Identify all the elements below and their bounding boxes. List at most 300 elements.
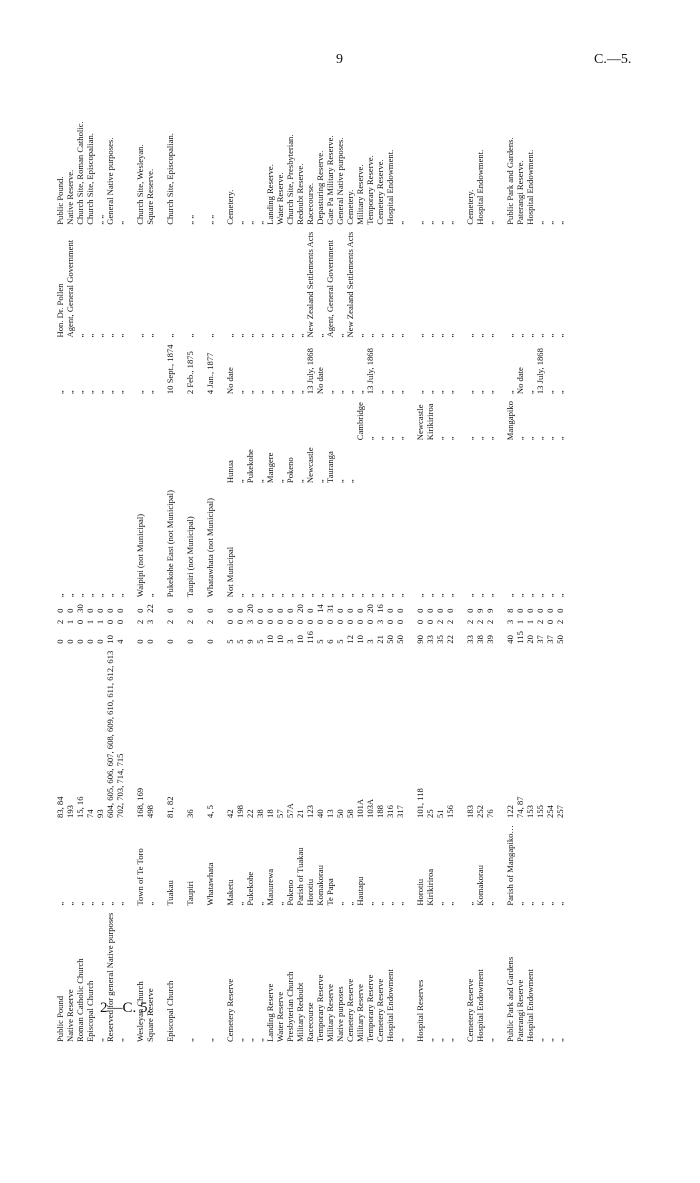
district-cell [65,397,75,443]
gazette-date-cell: „ [445,390,455,395]
locality-cell: Komakorau [475,865,485,906]
gazette-date-cell: „ [525,390,535,395]
locality-cell: „ [515,901,525,906]
trustee-cell: „ [165,333,175,338]
parish-cell [465,443,475,486]
trustee-cell: „ [545,333,555,338]
town-cell: „ [395,593,405,598]
parish-cell [135,443,145,486]
section-number-cell: 317 [395,805,405,818]
section-number-cell: 188 [375,805,385,818]
locality-cell: „ [395,901,405,906]
gazette-date-cell: „ [545,390,555,395]
area-perches-cell: 22 [145,604,155,613]
area-perches-cell: 0 [345,608,355,613]
area-perches-cell: 0 [465,608,475,613]
trustee-cell: „ [365,333,375,338]
town-cell: Not Municipal [225,546,235,598]
gazette-date-cell: „ [475,390,485,395]
section-number-cell: 257 [555,805,565,818]
reserve-name-cell: Military Reserve [325,984,335,1042]
table-row [95,117,105,1045]
row-spacer-cell [215,117,225,1045]
area-acres-cell: 9 [245,639,255,644]
table-row [415,117,425,1045]
gazette-date-cell: „ [335,390,345,395]
reserve-name-cell: „ [235,1038,245,1042]
table-row [295,117,305,1045]
purpose-cell: Public Pound. [55,176,65,225]
area-acres-cell: 0 [85,639,95,644]
locality-cell: Town of Te Toro [135,848,145,906]
town-cell: „ [555,593,565,598]
district-cell: „ [445,436,455,441]
district-cell: „ [435,436,445,441]
locality-cell: „ [535,901,545,906]
purpose-cell: „ [425,220,435,225]
parish-cell [55,443,65,486]
parish-cell [65,443,75,486]
district-cell [165,397,175,443]
area-acres-cell: 0 [135,639,145,644]
reserve-name-cell: „ [545,1038,555,1042]
parish-cell [205,443,215,486]
parish-cell [395,443,405,486]
area-acres-cell: 0 [165,639,175,644]
district-cell [335,397,345,443]
section-number-cell: 51 [435,809,445,818]
town-cell: „ [515,593,525,598]
town-cell: „ [525,593,535,598]
purpose-cell: „ [545,220,555,225]
reserve-name-cell: Landing Reserve [265,983,275,1042]
town-cell: „ [325,593,335,598]
trustee-cell: New Zealand Settlements Acts [345,231,355,338]
town-cell: „ [415,593,425,598]
area-acres-cell: 4 [115,639,125,644]
purpose-cell: Water Reserve. [275,172,285,225]
parish-cell: Pokeno [285,457,295,484]
area-acres-cell: 0 [65,639,75,644]
area-perches-cell: 0 [525,608,535,613]
table-row [225,117,235,1045]
district-cell [255,397,265,443]
area-perches-cell: 0 [275,608,285,613]
reserve-name-cell: „ [445,1038,455,1042]
purpose-cell: Hospital Endowment. [525,149,535,225]
area-roods-cell: 0 [355,619,365,625]
district-cell: „ [485,436,495,441]
parish-cell: „ [345,479,355,484]
section-number-cell: 50 [335,809,345,818]
town-cell: „ [265,593,275,598]
session-reference: C.—5. [594,52,632,67]
purpose-cell: Cemetery. [465,189,475,225]
section-number-cell: 57 [275,809,285,818]
section-number-cell: 25 [425,809,435,818]
town-cell: „ [435,593,445,598]
locality-cell: Horotiu [415,878,425,906]
trustee-cell: „ [435,333,445,338]
section-number-cell: 252 [475,805,485,818]
reserve-name-cell: Roman Catholic Church [75,958,85,1042]
purpose-cell: General Native purposes. [335,137,345,225]
trustee-cell: „ [355,333,365,338]
row-spacer [125,117,135,1045]
town-cell: „ [275,593,285,598]
reserve-name-cell: Hospital Endowment [475,969,485,1042]
purpose-cell: Square Reserve. [145,168,155,225]
area-perches-cell: 0 [395,608,405,613]
purpose-cell: „ [415,220,425,225]
locality-cell: „ [255,901,265,906]
table-row [105,117,115,1045]
trustee-cell: „ [535,333,545,338]
reserve-name-cell: „ [245,1038,255,1042]
area-roods-cell: 2 [135,619,145,625]
purpose-cell: Church Site, Presbyterian. [285,134,295,225]
locality-cell: Tuakau [165,880,175,906]
section-number-cell: 604, 605, 606, 607, 608, 609, 610, 611, 612, 613 [105,650,115,818]
row-spacer [195,117,205,1045]
reserve-name-cell: Public Pound [55,995,65,1042]
trustee-cell: „ [415,333,425,338]
area-roods-cell: 2 [555,619,565,625]
section-number-cell: 101, 118 [415,788,425,818]
area-perches-cell: 0 [535,608,545,613]
district-cell [75,397,85,443]
section-number-cell: 103A [365,798,375,818]
section-number-cell: 83, 84 [55,796,65,818]
area-perches-cell: 20 [245,604,255,613]
purpose-cell: Hospital Endowment. [475,149,485,225]
reserve-name-cell: Public Park and Gardens [505,956,515,1042]
reserve-name-cell: Cemetery Reserve [375,978,385,1042]
district-cell [305,397,315,443]
section-number-cell: 156 [445,805,455,818]
area-perches-cell: 0 [445,608,455,613]
trustee-cell: „ [245,333,255,338]
trustee-cell: „ [235,333,245,338]
reserve-name-cell: „ [95,1038,105,1042]
page-number: 9 [336,52,343,67]
reserve-name-cell: Hospital Reserves [415,979,425,1042]
area-roods-cell: 2 [445,619,455,625]
parish-cell: „ [335,479,345,484]
district-cell: „ [375,436,385,441]
gazette-date-cell: „ [65,390,75,395]
trustee-cell: Hon. Dr. Pollen [55,283,65,338]
trustee-cell: Agent, General Government [65,239,75,338]
area-perches-cell: 0 [415,608,425,613]
trustee-cell: „ [185,333,195,338]
trustee-cell: „ [135,333,145,338]
locality-cell: „ [105,901,115,906]
parish-cell [115,443,125,486]
trustee-cell: New Zealand Settlements Acts [305,231,315,338]
parish-cell [505,443,515,486]
trustee-cell: „ [255,333,265,338]
parish-cell [365,443,375,486]
purpose-cell: „ [535,220,545,225]
section-number-cell: 153 [525,805,535,818]
reserve-name-cell: „ [535,1038,545,1042]
parish-cell [145,443,155,486]
district-cell [265,397,275,443]
district-cell: „ [555,436,565,441]
locality-cell: „ [525,901,535,906]
gazette-date-cell: No date [315,367,325,395]
town-cell: „ [115,593,125,598]
reserve-name-cell: Hospital Endowment [385,969,395,1042]
locality-cell: Komakorau [315,865,325,906]
reserve-name-cell: Cemetery Reserve [225,978,235,1042]
area-roods-cell: 2 [435,619,445,625]
locality-cell: „ [75,901,85,906]
area-perches-cell: 0 [545,608,555,613]
reserve-name-cell: Military Reserve [355,984,365,1042]
parish-cell [525,443,535,486]
parish-cell: „ [235,479,245,484]
area-roods-cell: 2 [205,619,215,625]
district-cell: „ [515,436,525,441]
district-cell: „ [525,436,535,441]
section-number-cell: 40 [315,809,325,818]
locality-cell: „ [335,901,345,906]
district-cell [185,397,195,443]
trustee-cell: „ [205,333,215,338]
reserve-name-cell: „ [555,1038,565,1042]
area-perches-cell: 31 [325,604,335,613]
parish-cell: Tauranga [325,451,335,484]
section-number-cell: 155 [535,805,545,818]
area-acres-cell: 0 [75,639,85,644]
district-cell [275,397,285,443]
area-acres-cell: 5 [335,639,345,644]
table-row [385,117,395,1045]
purpose-cell: „ [255,220,265,225]
purpose-cell: „ „ [185,214,195,225]
area-perches-cell: 0 [85,608,95,613]
locality-cell: „ [555,901,565,906]
table-row [505,117,515,1045]
area-perches-cell: 0 [135,608,145,613]
town-cell: „ [385,593,395,598]
area-roods-cell: 3 [505,619,515,625]
section-number-cell: 4, 5 [205,805,215,818]
row-spacer-cell [125,117,135,1045]
locality-cell: Parish of Tuakau [295,847,305,906]
reserve-name-cell: Racecourse [305,1002,315,1042]
town-cell: Whatawhata (not Municipal) [205,497,215,598]
purpose-cell: Church Site, Episcopalian. [165,133,175,225]
reserve-name-cell: Square Reserve [145,988,155,1042]
purpose-cell: Gate Pa Military Reserve. [325,135,335,225]
area-acres-cell: 0 [205,639,215,644]
section-number-cell: 18 [265,809,275,818]
purpose-cell: Native Reserve. [65,169,75,225]
town-cell: „ [75,593,85,598]
table-row [275,117,285,1045]
town-cell: „ [365,593,375,598]
gazette-date-cell: „ [145,390,155,395]
area-roods-cell: 0 [235,619,245,625]
locality-cell: Parish of Mangapiko… [505,824,515,906]
reserve-name-cell: Reserved for general Native purposes [105,912,115,1042]
district-cell [285,397,295,443]
town-cell: „ [335,593,345,598]
district-cell: „ [365,436,375,441]
parish-cell: „ [275,479,285,484]
purpose-cell: „ [445,220,455,225]
purpose-cell: Landing Reserve. [265,164,275,225]
town-cell: „ [345,593,355,598]
gazette-date-cell: „ [555,390,565,395]
area-acres-cell: 22 [445,635,455,644]
reserve-name-cell: Episcopal Church [85,980,95,1042]
reserve-name-cell: Native purposes [335,986,345,1042]
purpose-cell: „ [235,220,245,225]
locality-cell: „ [85,901,95,906]
area-perches-cell: 0 [225,608,235,613]
locality-cell: „ [95,901,105,906]
reserve-name-cell: Native Reserve [65,989,75,1042]
district-cell [205,397,215,443]
row-spacer-cell [155,117,165,1045]
town-cell: „ [295,593,305,598]
area-perches-cell: 14 [315,604,325,613]
area-perches-cell: 0 [435,608,445,613]
purpose-cell: Cemetery Reserve. [375,159,385,225]
area-acres-cell: 0 [95,639,105,644]
parish-cell [545,443,555,486]
area-perches-cell: 0 [285,608,295,613]
section-number-cell: 316 [385,805,395,818]
area-acres-cell: 21 [375,635,385,644]
table-row [205,117,215,1045]
trustee-cell: „ [335,333,345,338]
parish-cell [85,443,95,486]
town-cell: „ [355,593,365,598]
area-roods-cell: 0 [345,619,355,625]
purpose-cell: Church Site, Roman Catholic. [75,121,85,225]
table-row [165,117,175,1045]
district-cell: „ [465,436,475,441]
area-perches-cell: 0 [515,608,525,613]
gazette-date-cell: „ [265,390,275,395]
section-number-cell: 183 [465,805,475,818]
reserve-name-cell: Water Reserve [275,991,285,1042]
table-row [445,117,455,1045]
area-acres-cell: 50 [385,635,395,644]
purpose-cell: Temporary Reserve. [365,155,375,225]
trustee-cell: „ [375,333,385,338]
parish-cell [485,443,495,486]
area-roods-cell: 0 [545,619,555,625]
area-acres-cell: 5 [225,639,235,644]
trustee-cell: „ [225,333,235,338]
trustee-cell: „ [75,333,85,338]
town-cell: „ [95,593,105,598]
district-cell [85,397,95,443]
gazette-date-cell: „ [465,390,475,395]
district-cell [55,397,65,443]
row-spacer [215,117,225,1045]
locality-cell: „ [235,901,245,906]
area-acres-cell: 40 [505,635,515,644]
area-acres-cell: 50 [395,635,405,644]
row-spacer [155,117,165,1045]
table-row [325,117,335,1045]
reserve-name-cell: Wesleyan Church [135,981,145,1042]
area-acres-cell: 37 [545,635,555,644]
row-spacer [455,117,465,1045]
area-roods-cell: 3 [375,619,385,625]
area-roods-cell: 2 [185,619,195,625]
locality-cell: „ [65,901,75,906]
table-row [345,117,355,1045]
district-cell [245,397,255,443]
parish-cell [375,443,385,486]
parish-cell [445,443,455,486]
town-cell: „ [485,593,495,598]
parish-cell: „ [255,479,265,484]
locality-cell: „ [145,901,155,906]
locality-cell: „ [115,901,125,906]
town-cell: „ [505,593,515,598]
town-cell: „ [465,593,475,598]
area-roods-cell: 1 [85,619,95,625]
section-number-cell: 74, 87 [515,796,525,818]
locality-cell: Maketu [225,879,235,906]
reserve-name-cell: „ [185,1038,195,1042]
area-perches-cell: 0 [95,608,105,613]
gazette-date-cell: „ [485,390,495,395]
area-acres-cell: 20 [525,635,535,644]
section-number-cell: 122 [505,805,515,818]
row-spacer [405,117,415,1045]
area-acres-cell: 115 [515,631,525,644]
trustee-cell: „ [385,333,395,338]
area-perches-cell: 0 [335,608,345,613]
purpose-cell: Military Reserve. [355,164,365,225]
town-cell: „ [85,593,95,598]
gazette-date-cell: „ [355,390,365,395]
table-row [375,117,385,1045]
reserve-name-cell: Temporary Reserve [365,974,375,1042]
area-roods-cell: 0 [275,619,285,625]
parish-cell: Hunua [225,460,235,484]
area-perches-cell: 0 [355,608,365,613]
locality-cell: „ [275,901,285,906]
gazette-date-cell: „ [505,390,515,395]
area-roods-cell: 2 [475,619,485,625]
district-cell: „ [545,436,555,441]
section-number-cell: 76 [485,809,495,818]
locality-cell: „ [365,901,375,906]
table-row [555,117,565,1045]
gazette-date-cell: „ [55,390,65,395]
trustee-cell: „ [525,333,535,338]
row-spacer-cell [175,117,185,1045]
gazette-date-cell: „ [85,390,95,395]
parish-cell [355,443,365,486]
locality-cell: „ [485,901,495,906]
locality-cell: Horotiu [305,878,315,906]
table-row [265,117,275,1045]
area-acres-cell: 3 [285,639,295,644]
area-perches-cell: 0 [185,608,195,613]
